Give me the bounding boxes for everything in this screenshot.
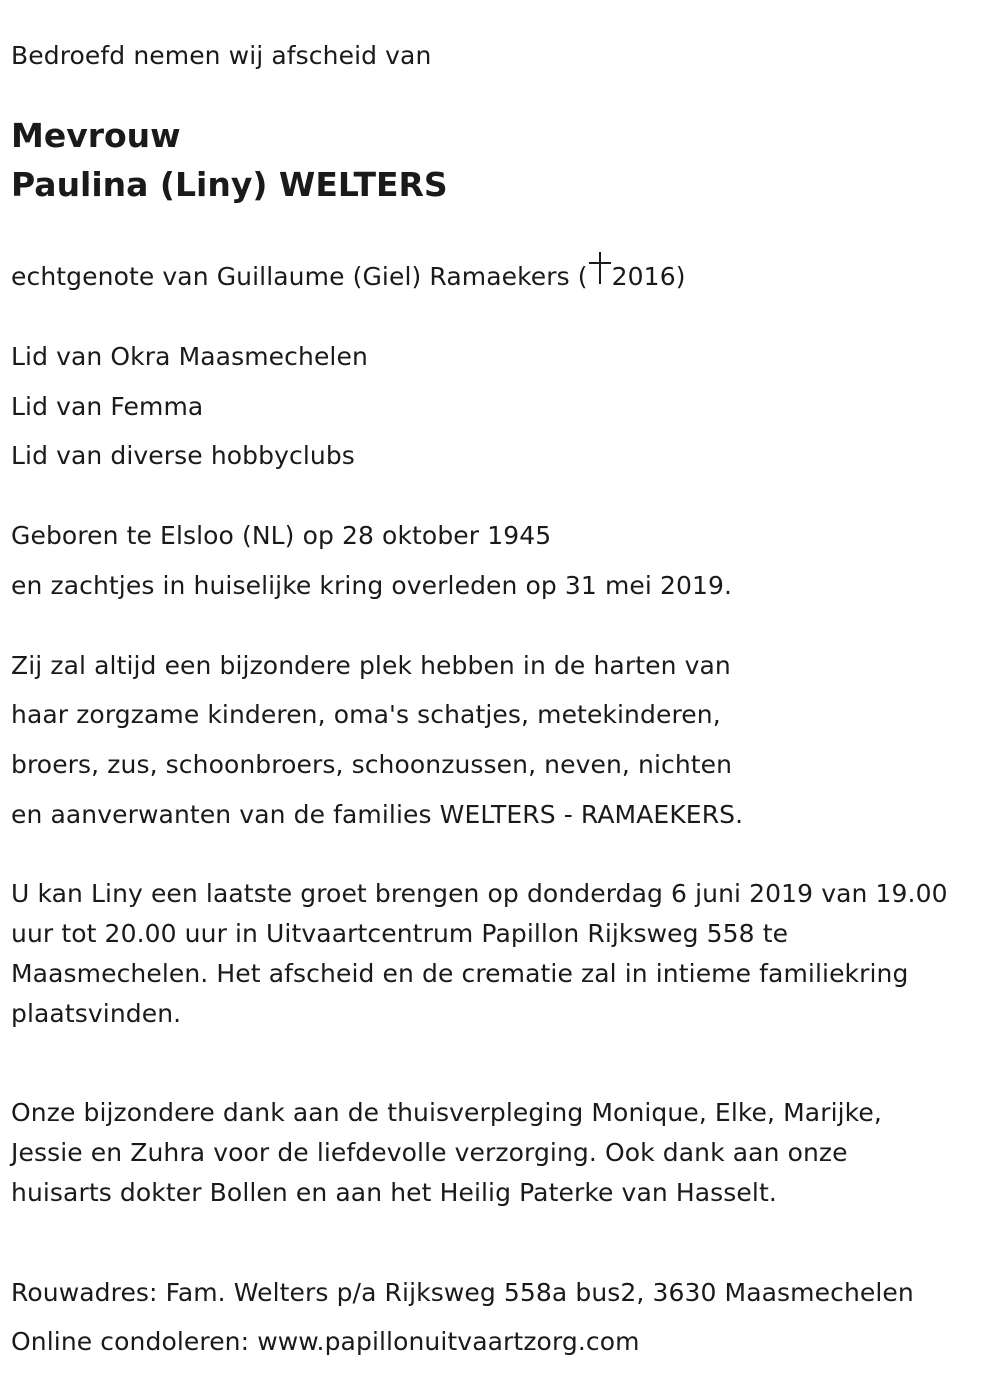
remembrance-line: Zij zal altijd een bijzondere plek hebben in de harten van — [11, 651, 731, 680]
cross-icon — [589, 262, 611, 292]
visitation-line: uur tot 20.00 uur in Uitvaartcentrum Papillon Rijksweg 558 te — [11, 919, 789, 948]
condolences-label: Online condoleren: — [11, 1327, 258, 1356]
thanks-line: Onze bijzondere dank aan de thuisverpleging Monique, Elke, Marijke, — [11, 1098, 882, 1127]
remembrance-line: haar zorgzame kinderen, oma's schatjes, metekinderen, — [11, 700, 721, 729]
spouse-text: echtgenote van Guillaume (Giel) Ramaekers ( — [11, 262, 588, 291]
thanks-line: Jessie en Zuhra voor de liefdevolle verzorging. Ook dank aan onze — [11, 1138, 848, 1167]
condolences-line — [11, 1327, 640, 1357]
visitation-line: plaatsvinden. — [11, 999, 182, 1028]
membership-item: Lid van Okra Maasmechelen — [11, 342, 368, 371]
intro-text: Bedroefd nemen wij afscheid van — [11, 41, 432, 70]
remembrance-line: en aanverwanten van de families WELTERS - RAMAEKERS. — [11, 800, 744, 829]
deceased-title: Mevrouw — [11, 116, 181, 155]
membership-item: Lid van diverse hobbyclubs — [11, 441, 355, 470]
condolences-link[interactable]: www.papillonuitvaartzorg.com — [257, 1327, 640, 1356]
visitation-line: U kan Liny een laatste groet brengen op donderdag 6 juni 2019 van 19.00 — [11, 879, 948, 908]
remembrance-line: broers, zus, schoonbroers, schoonzussen, neven, nichten — [11, 750, 733, 779]
membership-item: Lid van Femma — [11, 392, 204, 421]
mourning-address: Rouwadres: Fam. Welters p/a Rijksweg 558a bus2, 3630 Maasmechelen — [11, 1278, 914, 1307]
death-line: en zachtjes in huiselijke kring overleden op 31 mei 2019. — [11, 571, 733, 600]
spouse-death-year: 2016) — [611, 262, 686, 291]
thanks-line: huisarts dokter Bollen en aan het Heilig Paterke van Hasselt. — [11, 1178, 777, 1207]
visitation-line: Maasmechelen. Het afscheid en de crematie zal in intieme familiekring — [11, 959, 909, 988]
spouse-line — [11, 262, 686, 292]
deceased-name: Paulina (Liny) WELTERS — [11, 165, 448, 204]
birth-line: Geboren te Elsloo (NL) op 28 oktober 1945 — [11, 521, 552, 550]
